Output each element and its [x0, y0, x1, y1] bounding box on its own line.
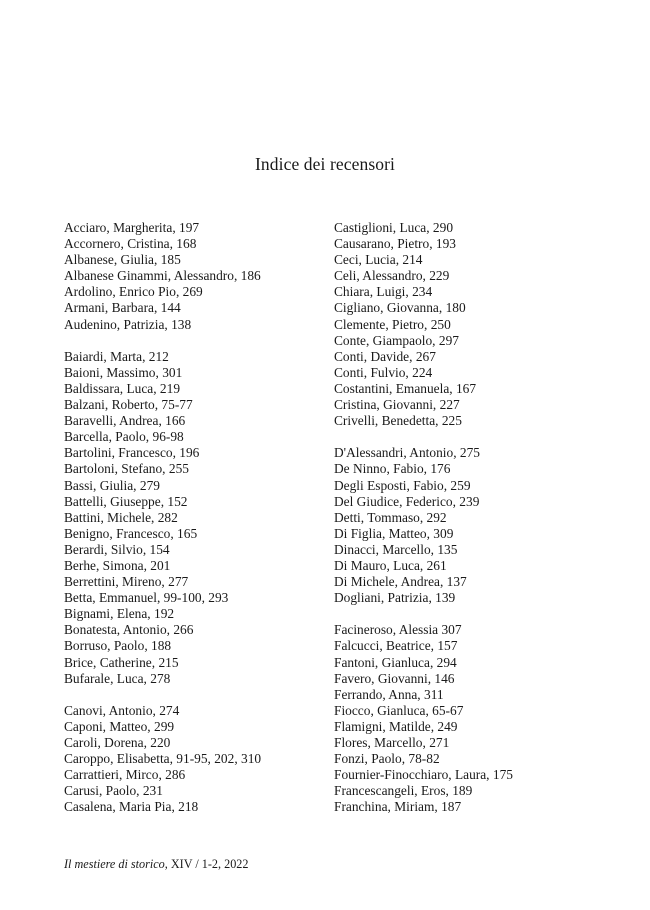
index-entry: Fonzi, Paolo, 78-82: [334, 751, 440, 767]
index-entry: Casalena, Maria Pia, 218: [64, 799, 199, 815]
index-entry: Clemente, Pietro, 250: [334, 316, 451, 332]
index-entry: Barcella, Paolo, 96-98: [64, 429, 184, 445]
index-entry: Castiglioni, Luca, 290: [334, 220, 454, 235]
index-entry: De Ninno, Fabio, 176: [334, 461, 451, 477]
index-entry: Chiara, Luigi, 234: [334, 284, 433, 300]
index-entry: Accornero, Cristina, 168: [64, 236, 197, 252]
index-entry: Detti, Tommaso, 292: [334, 509, 447, 525]
index-entry: Balzani, Roberto, 75-77: [64, 397, 193, 413]
index-entry: Crivelli, Benedetta, 225: [334, 413, 462, 429]
index-entry: Baldissara, Luca, 219: [64, 380, 181, 396]
index-letter-group: [334, 622, 634, 815]
index-entry: Albanese Ginammi, Alessandro, 186: [64, 268, 261, 284]
index-letter-group: [334, 445, 634, 606]
index-entry: Berardi, Silvio, 154: [64, 541, 170, 557]
running-footer: [64, 857, 249, 872]
index-entry: Bonatesta, Antonio, 266: [64, 622, 194, 638]
index-entry: Favero, Giovanni, 146: [334, 670, 455, 686]
index-entry: Betta, Emmanuel, 99-100, 293: [64, 590, 229, 606]
index-entry: Conte, Giampaolo, 297: [334, 332, 459, 348]
index-entry: Berhe, Simona, 201: [64, 557, 171, 573]
index-entry: Carrattieri, Mirco, 286: [64, 767, 186, 783]
index-entry: Del Giudice, Federico, 239: [334, 493, 480, 509]
index-letter-group: [64, 220, 329, 333]
index-entry: Celi, Alessandro, 229: [334, 268, 450, 284]
index-entry: Falcucci, Beatrice, 157: [334, 638, 458, 654]
index-entry: Armani, Barbara, 144: [64, 300, 181, 316]
index-entry: Bartoloni, Stefano, 255: [64, 461, 189, 477]
index-entry: Di Figlia, Matteo, 309: [334, 525, 454, 541]
index-entry: Francescangeli, Eros, 189: [334, 783, 473, 799]
index-entry: Baravelli, Andrea, 166: [64, 413, 186, 429]
index-entry: Di Mauro, Luca, 261: [334, 557, 447, 573]
index-column-right: [334, 220, 634, 815]
index-entry: Ferrando, Anna, 311: [334, 686, 444, 702]
index-entry: Brice, Catherine, 215: [64, 654, 179, 670]
index-entry: Audenino, Patrizia, 138: [64, 316, 192, 332]
index-entry: Dogliani, Patrizia, 139: [334, 590, 456, 606]
index-entry: Fiocco, Gianluca, 65-67: [334, 702, 464, 718]
index-entry: Fantoni, Gianluca, 294: [334, 654, 457, 670]
index-letter-group: [64, 703, 329, 816]
index-entry: Caroppo, Elisabetta, 91-95, 202, 310: [64, 751, 262, 767]
index-entry: Facineroso, Alessia 307: [334, 622, 462, 638]
page-title: Indice dei recensori: [255, 154, 395, 174]
index-letter-group: [64, 349, 329, 687]
journal-title: Il mestiere di storico: [64, 857, 165, 871]
index-entry: Fournier-Finocchiaro, Laura, 175: [334, 767, 513, 783]
index-entry: Caponi, Matteo, 299: [64, 718, 175, 734]
index-entry: Caroli, Dorena, 220: [64, 735, 171, 750]
index-entry: Di Michele, Andrea, 137: [334, 574, 467, 590]
index-entry: Borruso, Paolo, 188: [64, 638, 172, 654]
index-entry: Cigliano, Giovanna, 180: [334, 300, 466, 316]
index-entry: Flores, Marcello, 271: [334, 735, 450, 750]
journal-issue: , XIV / 1-2, 2022: [164, 857, 249, 871]
index-entry: Acciaro, Margherita, 197: [64, 220, 200, 235]
index-entry: Ardolino, Enrico Pio, 269: [64, 284, 203, 300]
index-letter-group: [334, 220, 634, 429]
index-entry: Ceci, Lucia, 214: [334, 252, 423, 268]
index-entry: Albanese, Giulia, 185: [64, 252, 181, 268]
index-entry: Bignami, Elena, 192: [64, 606, 175, 622]
index-entry: Conti, Fulvio, 224: [334, 364, 433, 380]
index-entry: Bufarale, Luca, 278: [64, 670, 171, 686]
index-entry: Costantini, Emanuela, 167: [334, 380, 477, 396]
index-entry: Baioni, Massimo, 301: [64, 364, 183, 380]
index-entry: Battelli, Giuseppe, 152: [64, 493, 188, 509]
index-entry: Franchina, Miriam, 187: [334, 799, 462, 815]
index-entry: D'Alessandri, Antonio, 275: [334, 445, 480, 461]
index-entry: Degli Esposti, Fabio, 259: [334, 477, 471, 493]
index-entry: Conti, Davide, 267: [334, 348, 436, 364]
index-entry: Flamigni, Matilde, 249: [334, 718, 458, 734]
index-entry: Benigno, Francesco, 165: [64, 525, 198, 541]
index-entry: Canovi, Antonio, 274: [64, 702, 180, 718]
index-entry: Causarano, Pietro, 193: [334, 236, 456, 252]
index-entry: Dinacci, Marcello, 135: [334, 541, 458, 557]
index-column-left: [64, 220, 329, 815]
index-entry: Baiardi, Marta, 212: [64, 348, 169, 364]
index-entry: Cristina, Giovanni, 227: [334, 397, 460, 413]
index-entry: Bartolini, Francesco, 196: [64, 445, 200, 461]
index-entry: Battini, Michele, 282: [64, 509, 178, 525]
index-entry: Berrettini, Mireno, 277: [64, 574, 189, 590]
index-entry: Bassi, Giulia, 279: [64, 477, 160, 493]
index-entry: Carusi, Paolo, 231: [64, 783, 163, 799]
